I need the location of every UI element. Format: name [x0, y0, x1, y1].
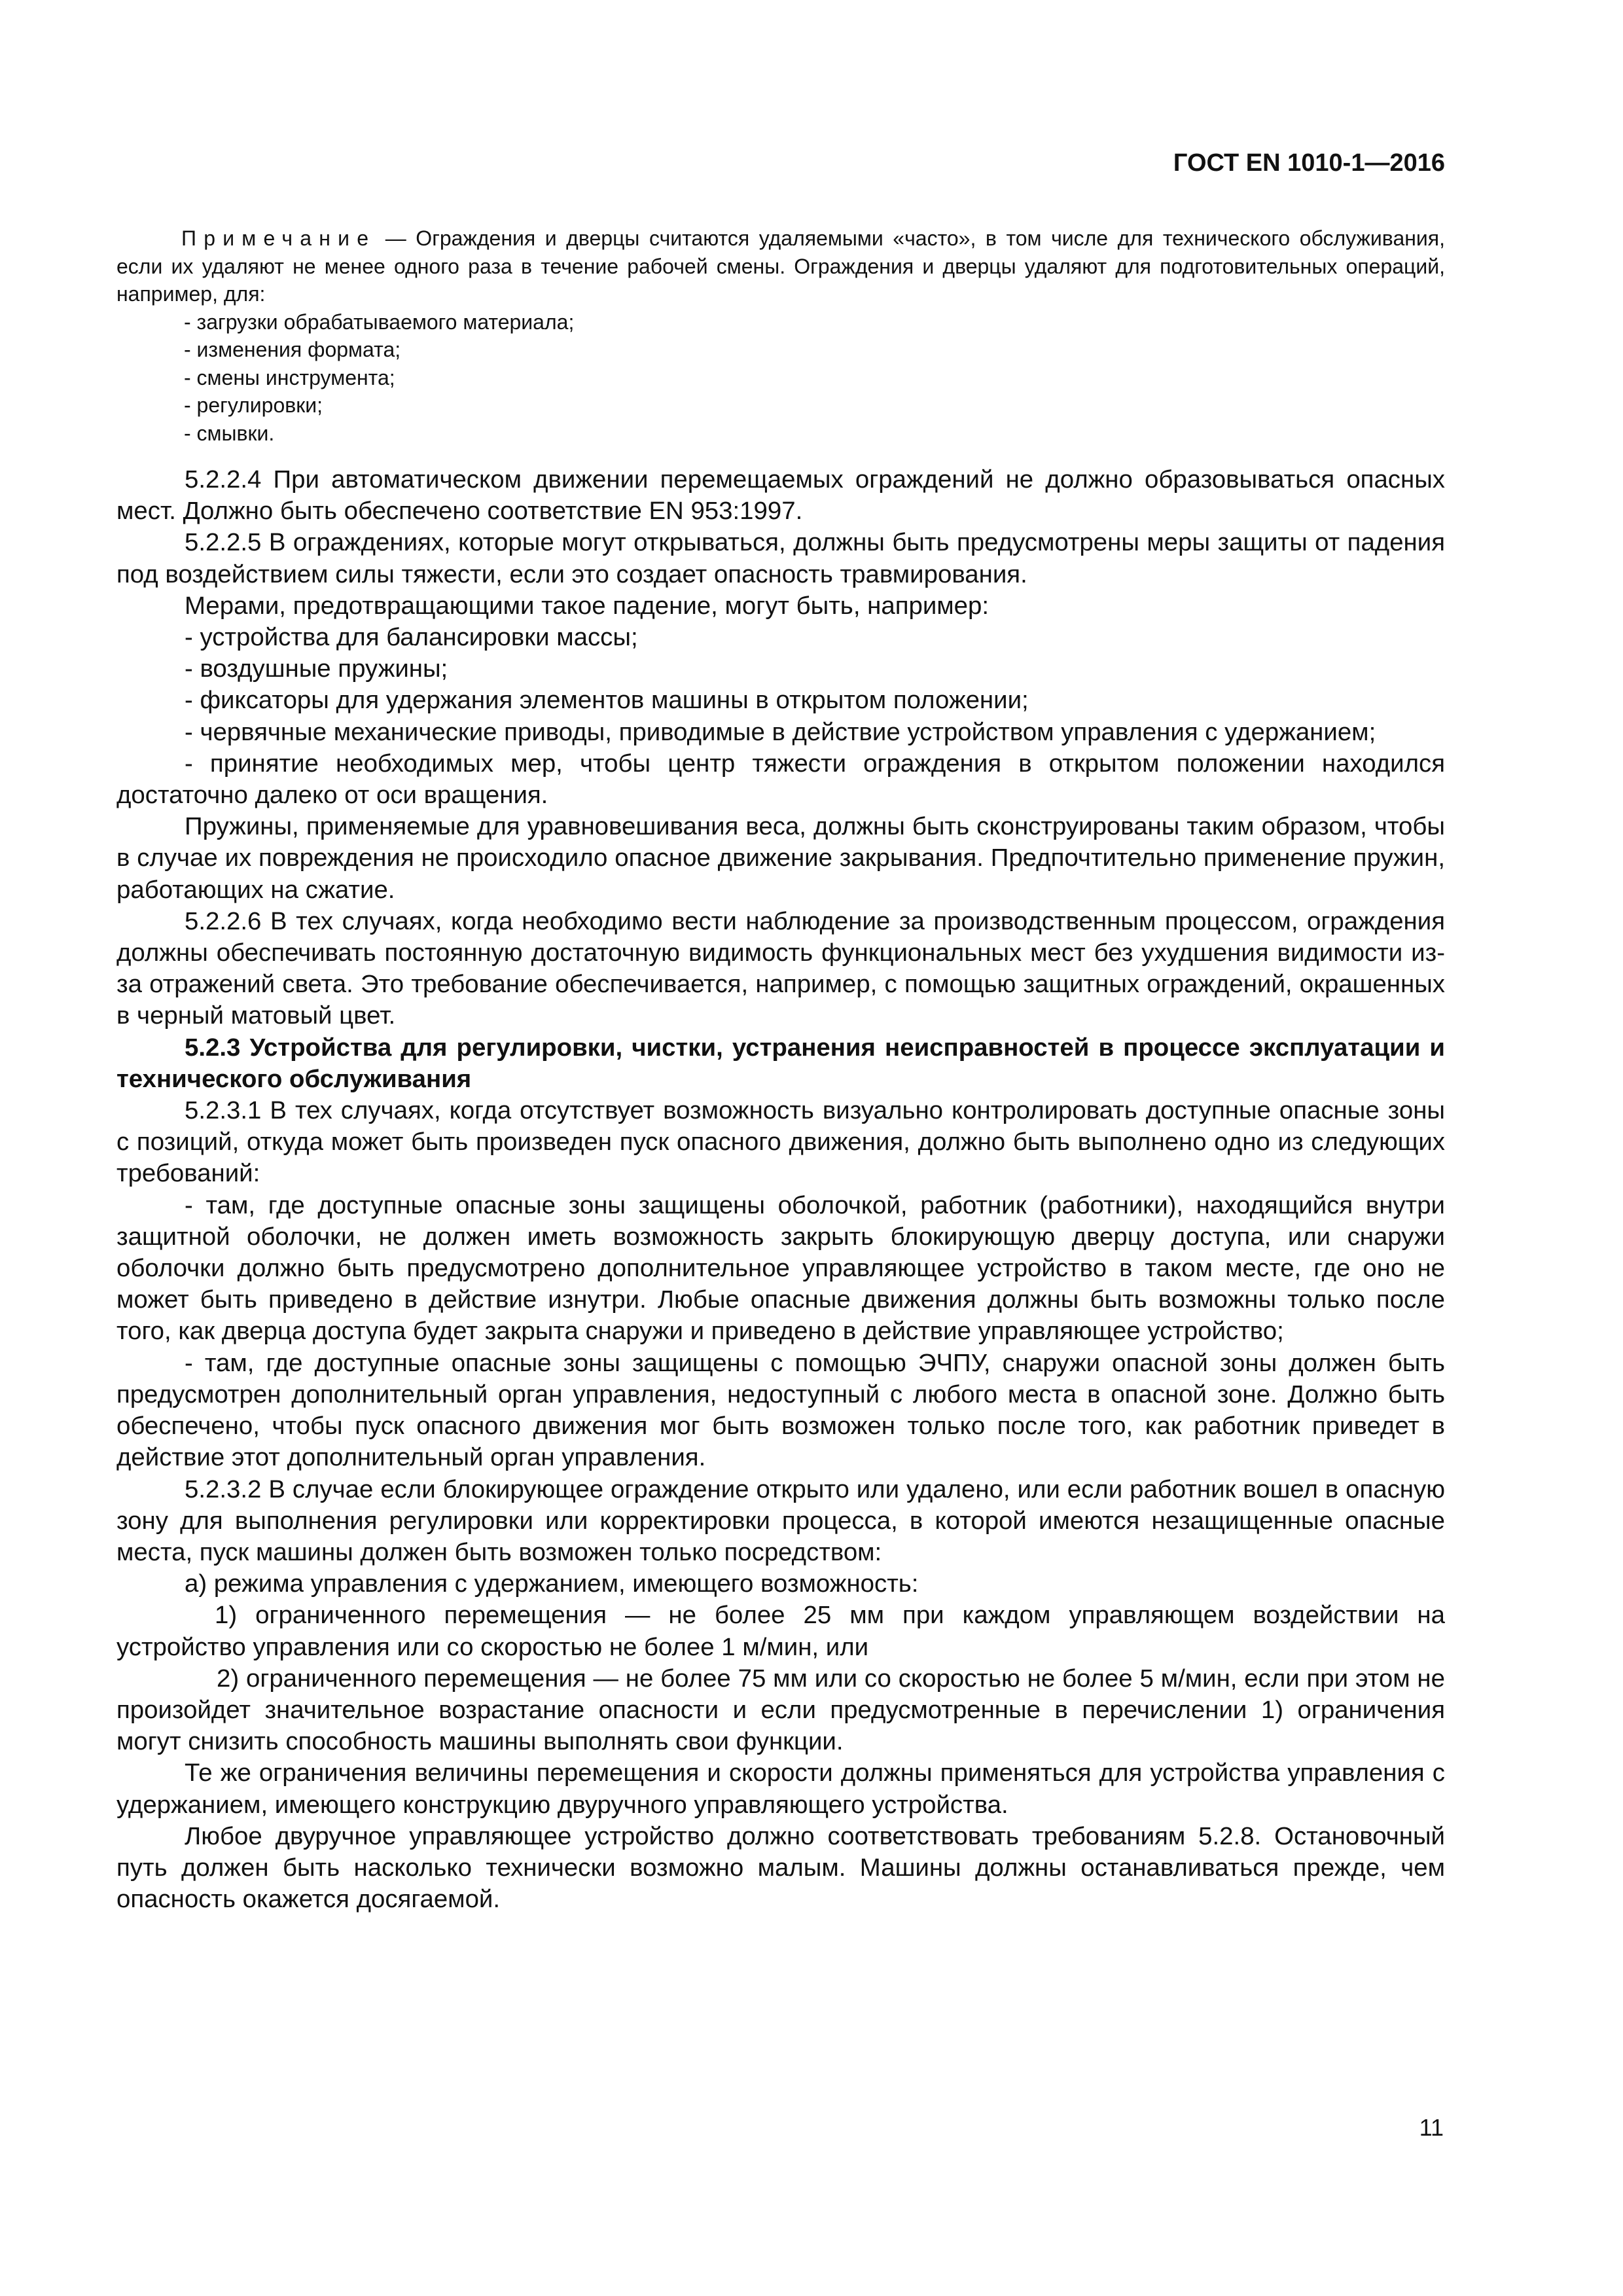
- sub-list-item: 1) ограниченного перемещения — не более 25 мм при каждом управляющем воздействии на устройство управления или со скоростью не более 1 м/мин, или: [116, 1601, 1445, 1661]
- note-list-item: - загрузки обрабатываемого материала;: [184, 310, 575, 334]
- note-text: — Ограждения и дверцы считаются удаляемыми «часто», в том числе для технического обслуживания, если их удаляют не менее одного раза в течение рабочей смены. Ограждения и дверцы удаляют для подготовительных операций, например, для:: [116, 226, 1445, 306]
- clause-5-2-2-4: 5.2.2.4 При автоматическом движении перемещаемых ограждений не должно образовываться опасных мест. Должно быть обеспечено соответствие EN 953:1997.: [116, 465, 1445, 526]
- clause-5-2-2-6: 5.2.2.6 В тех случаях, когда необходимо вести наблюдение за производственным процессом, ограждения должны обеспечивать постоянную достаточную видимость функциональных мест без ухудшения видимости из-за отражений света. Это требование обеспечивается, например, с помощью защитных ограждений, окрашенных в черный матовый цвет.: [116, 906, 1445, 1030]
- list-item: - принятие необходимых мер, чтобы центр тяжести ограждения в открытом положении находился достаточно далеко от оси вращения.: [116, 749, 1445, 810]
- list-item: - устройства для балансировки массы;: [185, 623, 638, 652]
- clause-5-2-3-1: 5.2.3.1 В тех случаях, когда отсутствует возможность визуально контролировать доступные опасные зоны с позиций, откуда может быть произведен пуск опасного движения, должно быть выполнено одно из следующих требований:: [116, 1096, 1445, 1188]
- clause-5-2-3-2: 5.2.3.2 В случае если блокирующее ограждение открыто или удалено, или если работник вошел в опасную зону для выполнения регулировки или корректировки процесса, в которой имеются незащищенные опасные места, пуск машины должен быть возможен только посредством:: [116, 1475, 1445, 1566]
- paragraph: Мерами, предотвращающими такое падение, могут быть, например:: [185, 591, 990, 620]
- list-item: а) режима управления с удержанием, имеющего возможность:: [185, 1570, 919, 1598]
- list-item: - воздушные пружины;: [185, 655, 448, 683]
- document-code-header: ГОСТ EN 1010-1—2016: [1173, 149, 1445, 177]
- main-text: [116, 464, 1445, 1915]
- list-item: - червячные механические приводы, приводимые в действие устройством управления с удержанием;: [185, 717, 1376, 746]
- paragraph: Те же ограничения величины перемещения и скорости должны применяться для устройства управления с удержанием, имеющего конструкцию двуручного управляющего устройства.: [116, 1759, 1445, 1819]
- section-heading-5-2-3: 5.2.3 Устройства для регулировки, чистки, устранения неисправностей в процессе эксплуатации и технического обслуживания: [116, 1033, 1445, 1093]
- list-item: - там, где доступные опасные зоны защищены оболочкой, работник (работники), находящийся внутри защитной оболочки, не должен иметь возможность закрыть блокирующую дверцу доступа, или снаружи оболочки должно быть предусмотрено дополнительное управляющее устройство в таком месте, где оно не может быть приведено в действие изнутри. Любые опасные движения должны быть возможны только после того, как дверца доступа будет закрыта снаружи и приведено в действие управляющее устройство;: [116, 1191, 1445, 1346]
- note-label: Примечание: [181, 226, 376, 250]
- paragraph: Пружины, применяемые для уравновешивания веса, должны быть сконструированы таким образом, чтобы в случае их повреждения не происходило опасное движение закрывания. Предпочтительно применение пружин, работающих на сжатие.: [116, 812, 1445, 904]
- note-block: [116, 224, 1445, 447]
- sub-list-item: 2) ограниченного перемещения — не более 75 мм или со скоростью не более 5 м/мин, если при этом не произойдет значительное возрастание опасности и если предусмотренные в перечислении 1) ограничения могут снизить способность машины выполнять свои функции.: [116, 1664, 1445, 1756]
- clause-5-2-2-5: 5.2.2.5 В ограждениях, которые могут открываться, должны быть предусмотрены меры защиты от падения под воздействием силы тяжести, если это создает опасность травмирования.: [116, 528, 1445, 588]
- page-content: [116, 224, 1445, 1915]
- page-number: 11: [1419, 2114, 1444, 2141]
- list-item: - там, где доступные опасные зоны защищены с помощью ЭЧПУ, снаружи опасной зоны должен быть предусмотрен дополнительный орган управления, недоступный с любого места в опасной зоне. Должно быть обеспечено, чтобы пуск опасного движения мог быть возможен только после того, как работник приведет в действие этот дополнительный орган управления.: [116, 1348, 1445, 1472]
- note-list-item: - смывки.: [184, 421, 275, 445]
- list-item: - фиксаторы для удержания элементов машины в открытом положении;: [185, 686, 1029, 715]
- note-list-item: - изменения формата;: [184, 338, 401, 361]
- note-list-item: - регулировки;: [184, 393, 323, 417]
- note-paragraph: [116, 224, 1445, 308]
- note-list-item: - смены инструмента;: [184, 365, 395, 389]
- paragraph: Любое двуручное управляющее устройство должно соответствовать требованиям 5.2.8. Остановочный путь должен быть насколько технически возможно малым. Машины должны останавливаться прежде, чем опасность окажется досягаемой.: [116, 1821, 1445, 1914]
